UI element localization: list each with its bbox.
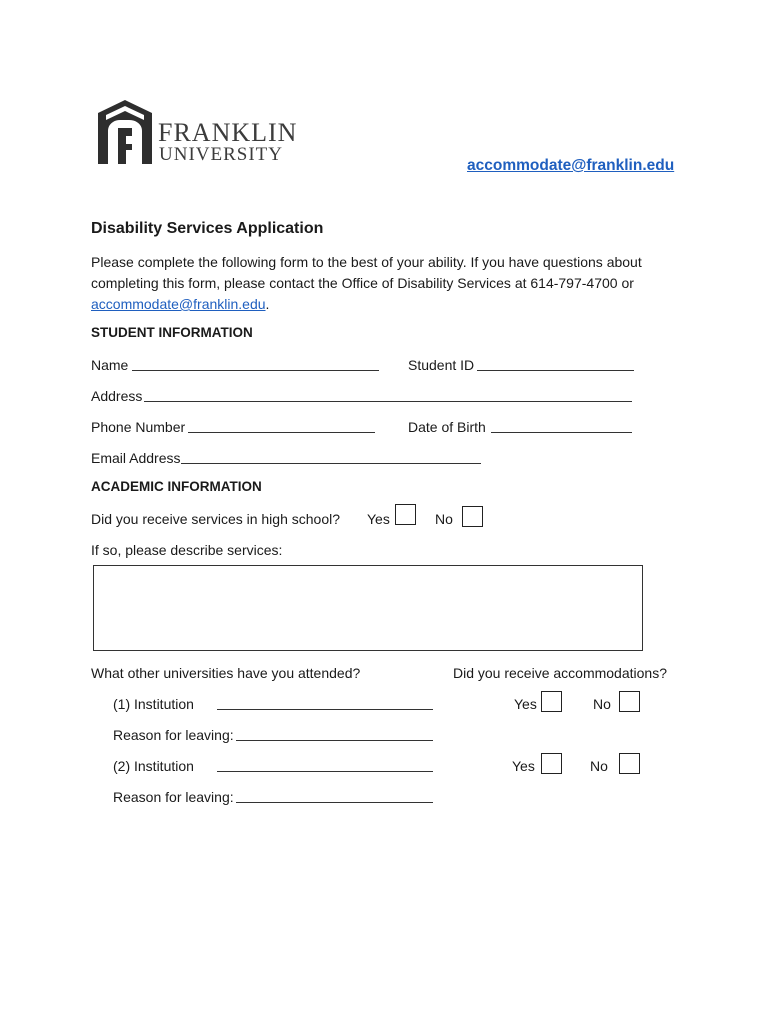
describe-services-label: If so, please describe services: xyxy=(91,542,283,558)
email-field[interactable] xyxy=(181,449,481,464)
phone-field[interactable] xyxy=(188,418,375,433)
institution-1-reason-label: Reason for leaving: xyxy=(113,727,234,743)
student-info-heading: STUDENT INFORMATION xyxy=(91,325,253,340)
email-label: Email Address xyxy=(91,450,181,466)
student-id-field[interactable] xyxy=(477,356,634,371)
hs-services-question: Did you receive services in high school? xyxy=(91,511,341,527)
student-id-label: Student ID xyxy=(408,357,475,373)
name-field[interactable] xyxy=(132,356,379,371)
intro-paragraph xyxy=(91,252,661,315)
intro-email-link[interactable]: accommodate@franklin.edu xyxy=(91,296,266,312)
institution-2-no-label: No xyxy=(590,758,608,774)
intro-end: . xyxy=(265,296,270,312)
institution-1-yes-label: Yes xyxy=(514,696,537,712)
institution-2-field[interactable] xyxy=(217,757,433,772)
institution-2-yes-checkbox[interactable] xyxy=(541,753,562,774)
institution-1-no-label: No xyxy=(593,696,611,712)
institution-1-yes-checkbox[interactable] xyxy=(541,691,562,712)
institution-1-label: (1) Institution xyxy=(113,696,194,712)
name-label: Name xyxy=(91,357,129,373)
hs-yes-checkbox[interactable] xyxy=(395,504,416,525)
intro-text: Please complete the following form to the best of your ability. If you have questions about completing this form, please contact the Office of Disability Services at 614-797-4700 or xyxy=(91,254,642,291)
dob-label: Date of Birth xyxy=(408,419,486,435)
hs-no-checkbox[interactable] xyxy=(462,506,483,527)
institution-2-yes-label: Yes xyxy=(512,758,535,774)
institution-2-no-checkbox[interactable] xyxy=(619,753,640,774)
institution-2-label: (2) Institution xyxy=(113,758,194,774)
institution-1-field[interactable] xyxy=(217,695,433,710)
institution-1-no-checkbox[interactable] xyxy=(619,691,640,712)
describe-services-textarea[interactable] xyxy=(93,565,643,651)
other-universities-question: What other universities have you attended? xyxy=(91,665,361,681)
institution-2-reason-label: Reason for leaving: xyxy=(113,789,234,805)
institution-2-reason-field[interactable] xyxy=(236,788,433,803)
address-label: Address xyxy=(91,388,143,404)
logo-franklin-text: FRANKLIN xyxy=(158,118,298,147)
academic-info-heading: ACADEMIC INFORMATION xyxy=(91,479,262,494)
hs-yes-label: Yes xyxy=(367,511,390,527)
logo-university-text: UNIVERSITY xyxy=(159,144,283,165)
franklin-university-logo xyxy=(96,98,306,168)
franklin-university-logo-icon xyxy=(96,98,154,166)
accommodations-question: Did you receive accommodations? xyxy=(453,665,667,681)
page-title: Disability Services Application xyxy=(91,220,324,237)
address-field[interactable] xyxy=(144,387,632,402)
dob-field[interactable] xyxy=(491,418,632,433)
institution-1-reason-field[interactable] xyxy=(236,726,433,741)
phone-label: Phone Number xyxy=(91,419,186,435)
hs-no-label: No xyxy=(435,511,453,527)
header-email-link[interactable]: accommodate@franklin.edu xyxy=(467,157,675,174)
